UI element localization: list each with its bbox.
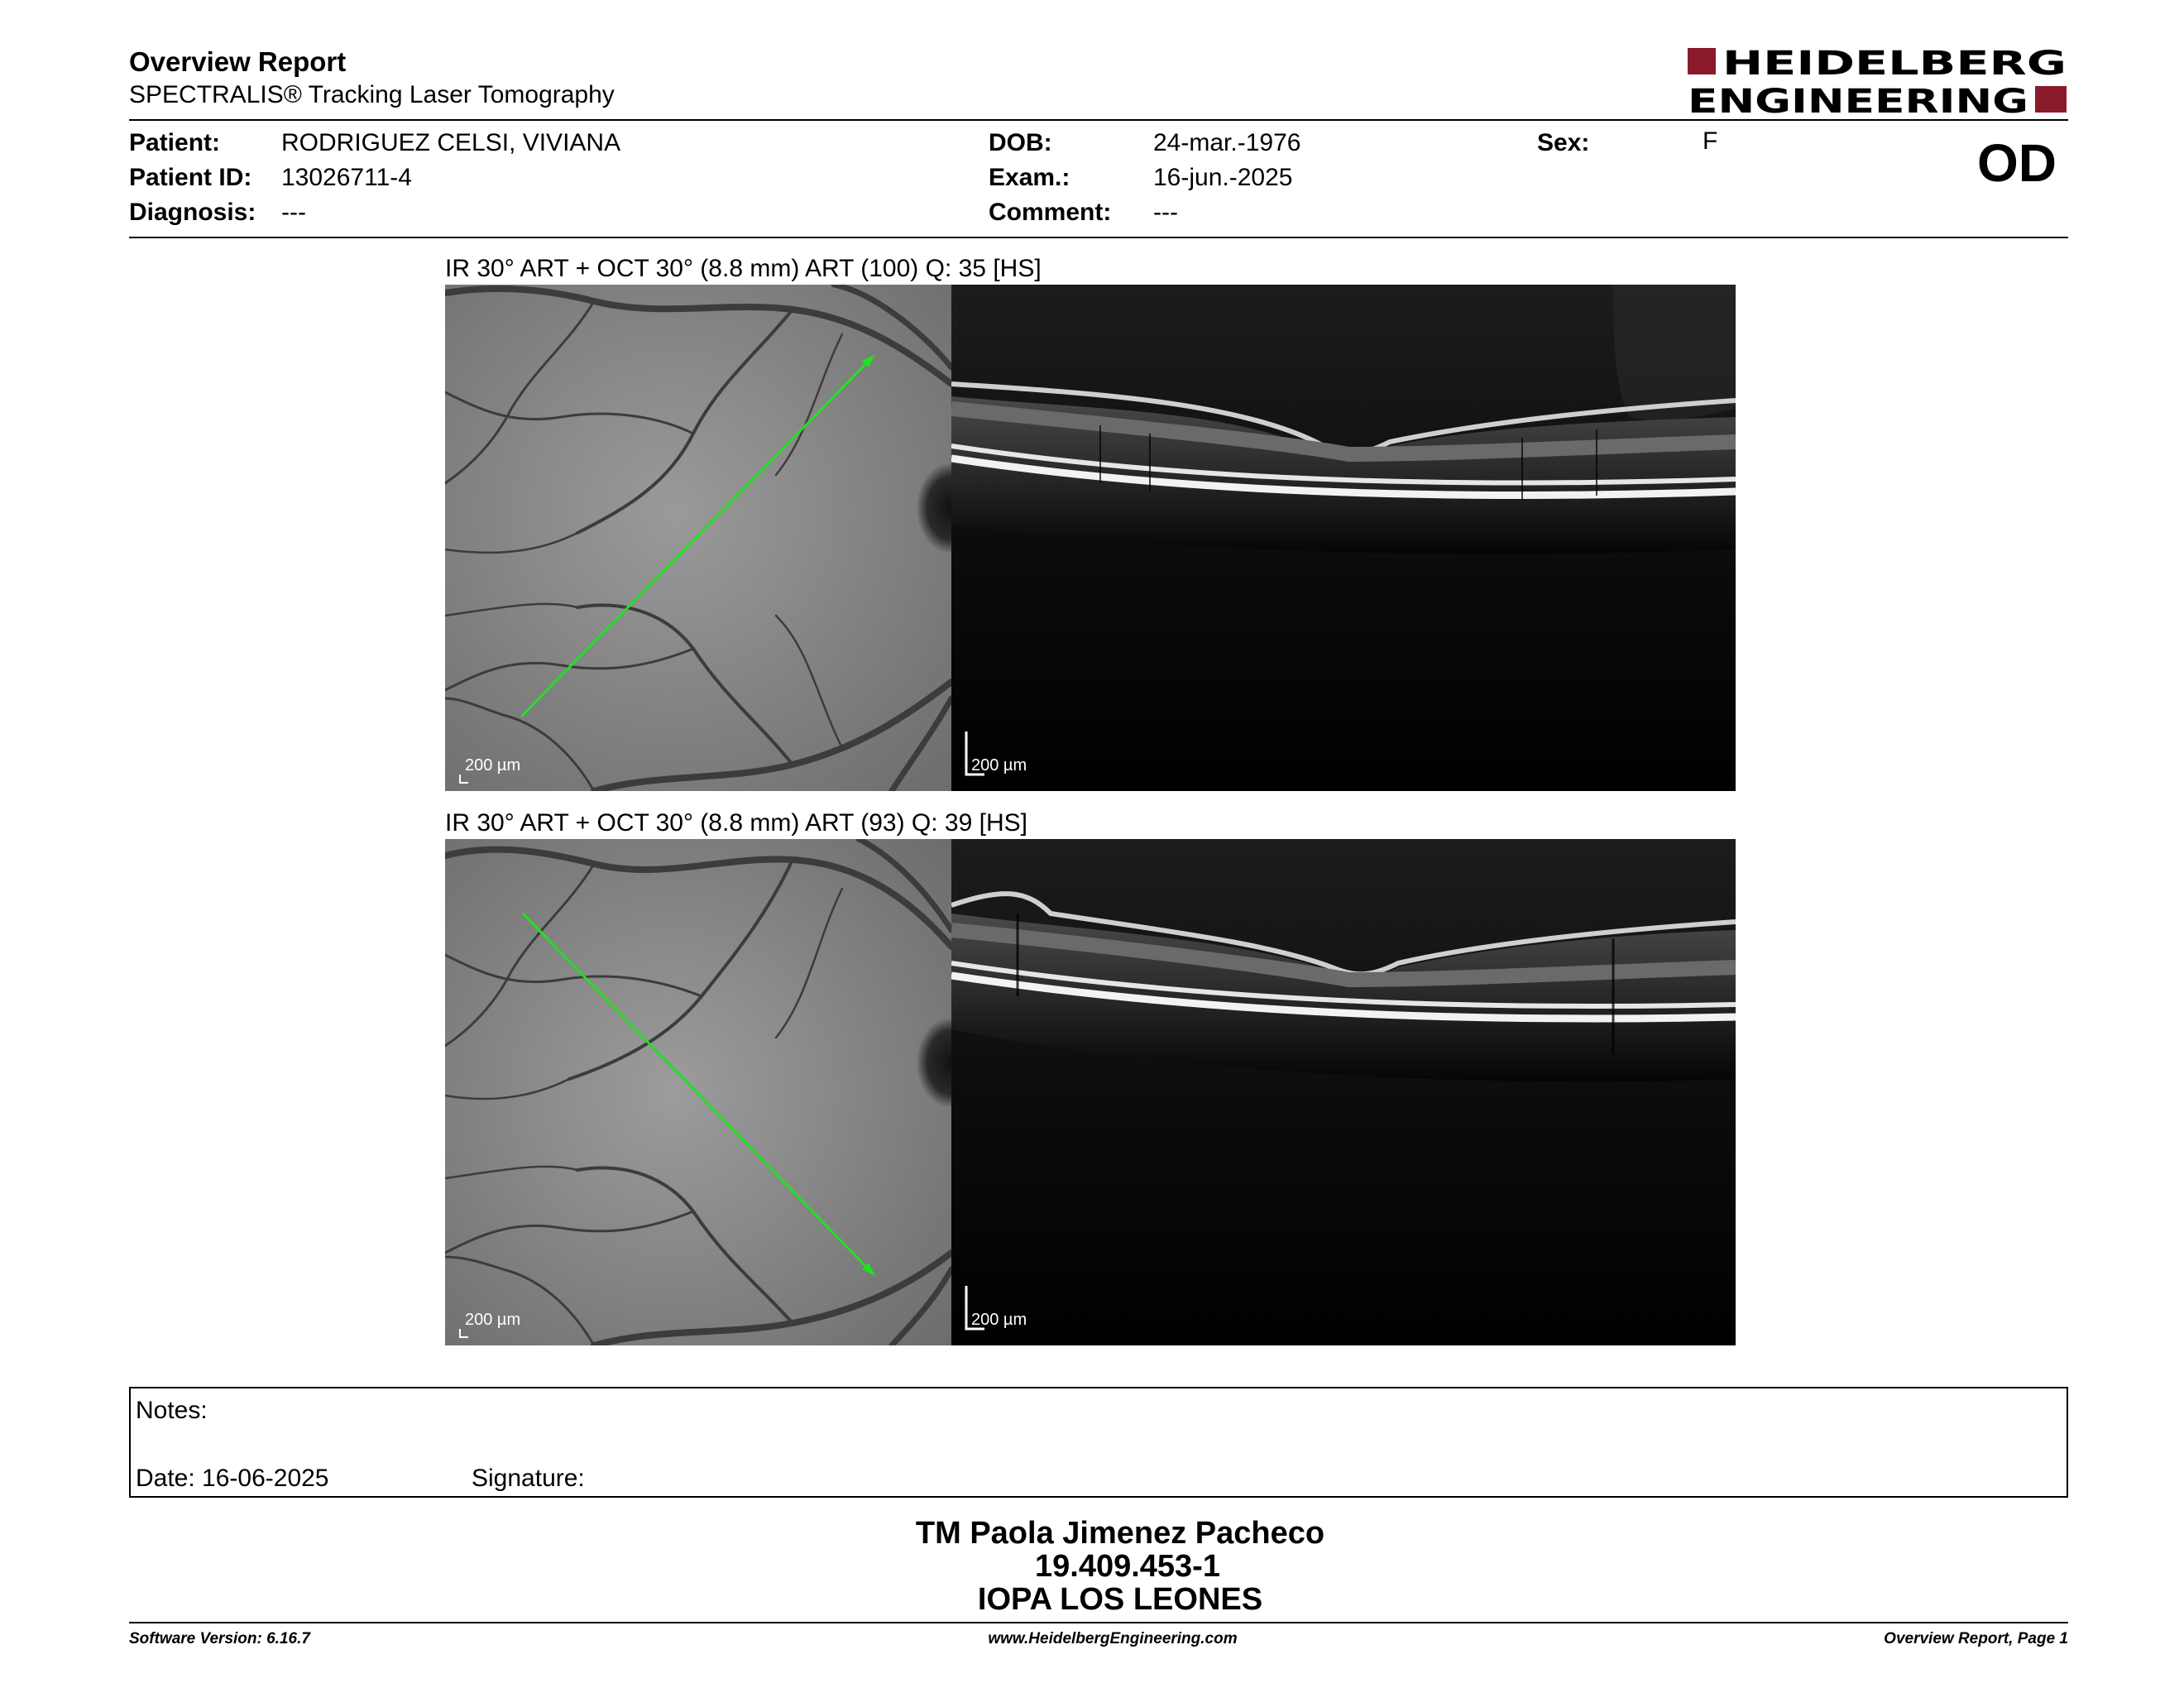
software-version: Software Version: 6.16.7 [129,1630,310,1647]
sex-label: Sex: [1537,129,1590,156]
website-link[interactable]: www.HeidelbergEngineering.com [988,1630,1238,1647]
header-divider [129,119,2068,121]
stamp-id: 19.409.453-1 [1035,1549,1220,1584]
comment-value: --- [1153,199,1178,226]
dob-value: 24-mar.-1976 [1153,129,1301,156]
dob-label: DOB: [989,129,1052,156]
sex-value: F [1703,127,1718,155]
comment-label: Comment: [989,199,1112,226]
scan-1-oct-scale: 200 µm [971,756,1027,774]
stamp-institution: IOPA LOS LEONES [977,1582,1263,1617]
exam-value: 16-jun.-2025 [1153,164,1293,191]
scan-1-title: IR 30° ART + OCT 30° (8.8 mm) ART (100) Q: 35 [HS] [445,255,1042,282]
scan-1-oct-image [951,285,1736,791]
page-indicator: Overview Report, Page 1 [1884,1630,2068,1647]
patient-value: RODRIGUEZ CELSI, VIVIANA [281,129,621,156]
logo-line1: HEIDELBERG [1722,46,2067,83]
patient-divider [129,237,2068,238]
notes-date: Date: 16-06-2025 [136,1465,329,1492]
patient-id-label: Patient ID: [129,164,252,191]
notes-label: Notes: [136,1397,208,1424]
footer-divider [129,1622,2068,1623]
notes-box [129,1387,2068,1498]
scan-1-fundus-image [445,285,951,791]
heidelberg-logo [1688,46,2068,116]
patient-label: Patient: [129,129,221,156]
scan-2-fundus-image [445,839,951,1345]
diagnosis-value: --- [281,199,306,226]
diagnosis-label: Diagnosis: [129,199,256,226]
exam-label: Exam.: [989,164,1070,191]
eye-indicator: OD [1977,133,2057,193]
report-subtitle: SPECTRALIS® Tracking Laser Tomography [129,81,615,108]
report-title: Overview Report [129,46,347,77]
signature-label: Signature: [472,1465,585,1492]
logo-line2: ENGINEERING [1688,83,2028,116]
scan-2-oct-scale: 200 µm [971,1311,1027,1329]
scan-2-fundus-scale: 200 µm [465,1311,521,1329]
scan-2-title: IR 30° ART + OCT 30° (8.8 mm) ART (93) Q: 39 [HS] [445,809,1027,837]
scan-1-fundus-scale: 200 µm [465,756,521,774]
patient-id-value: 13026711-4 [281,164,412,191]
scan-2-oct-image [951,839,1736,1345]
stamp-name: TM Paola Jimenez Pacheco [915,1516,1325,1551]
